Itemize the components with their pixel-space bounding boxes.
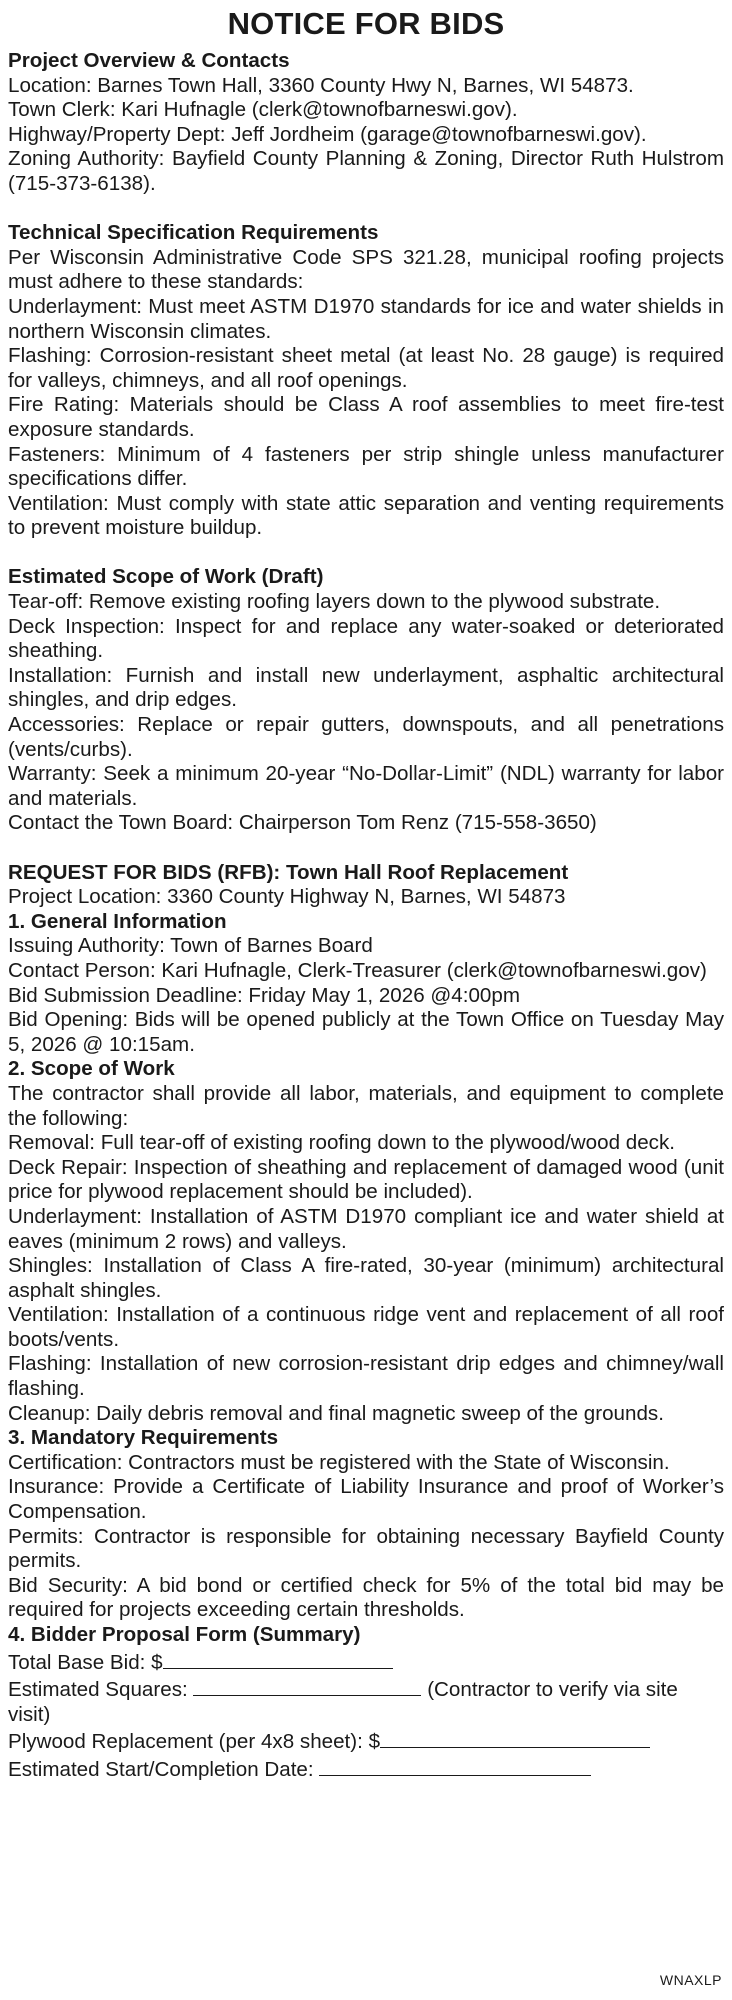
total-base-bid-label: Total Base Bid: $ bbox=[8, 1650, 163, 1674]
sow-deck-repair: Deck Repair: Inspection of sheathing and replacement of damaged wood (unit price for plywood replacement should be included). bbox=[8, 1155, 724, 1204]
technical-spec-section bbox=[8, 221, 724, 541]
plywood-row bbox=[8, 1727, 724, 1755]
tech-intro: Per Wisconsin Administrative Code SPS 321.28, municipal roofing projects must adhere to these standards: bbox=[8, 245, 724, 294]
overview-location: Location: Barnes Town Hall, 3360 County Hwy N, Barnes, WI 54873. bbox=[8, 73, 634, 97]
sow-shingles: Shingles: Installation of Class A fire-rated, 30-year (minimum) architectural asphalt shingles. bbox=[8, 1254, 724, 1302]
estimated-squares-note: (Contractor to verify via site visit) bbox=[8, 1678, 678, 1726]
rfb-heading: REQUEST FOR BIDS (RFB): Town Hall Roof Replacement bbox=[8, 860, 569, 884]
general-issuing-authority: Issuing Authority: Town of Barnes Board bbox=[8, 934, 373, 958]
start-completion-label: Estimated Start/Completion Date: bbox=[8, 1757, 314, 1781]
start-completion-blank[interactable] bbox=[319, 1755, 591, 1776]
estimated-squares-label: Estimated Squares: bbox=[8, 1678, 188, 1702]
section-heading: Estimated Scope of Work (Draft) bbox=[8, 565, 324, 589]
overview-highway-dept: Highway/Property Dept: Jeff Jordheim (garage@townofbarneswi.gov). bbox=[8, 122, 647, 146]
mandatory-permits: Permits: Contractor is responsible for obtaining necessary Bayfield County permits. bbox=[8, 1524, 724, 1573]
sow-flashing: Flashing: Installation of new corrosion-resistant drip edges and chimney/wall flashing. bbox=[8, 1352, 724, 1401]
tech-flashing: Flashing: Corrosion-resistant sheet metal (at least No. 28 gauge) is required for valleys, chimneys, and all roof openings. bbox=[8, 344, 724, 392]
tech-fasteners: Fasteners: Minimum of 4 fasteners per strip shingle unless manufacturer specifications differ. bbox=[8, 442, 724, 491]
general-bid-opening: Bid Opening: Bids will be opened publicly at the Town Office on Tuesday May 5, 2026 @ 10:15am. bbox=[8, 1008, 724, 1056]
sow-underlayment: Underlayment: Installation of ASTM D1970 compliant ice and water shield at eaves (minimum 2 rows) and valleys. bbox=[8, 1204, 724, 1253]
scope-contact-board: Contact the Town Board: Chairperson Tom Renz (715-558-3650) bbox=[8, 811, 597, 835]
total-base-bid-row bbox=[8, 1648, 724, 1676]
rfb-location: Project Location: 3360 County Highway N, Barnes, WI 54873 bbox=[8, 885, 566, 909]
mandatory-certification: Certification: Contractors must be registered with the State of Wisconsin. bbox=[8, 1450, 670, 1474]
scope-warranty: Warranty: Seek a minimum 20-year “No-Dollar-Limit” (NDL) warranty for labor and materials. bbox=[8, 762, 724, 810]
scope-installation: Installation: Furnish and install new underlayment, asphaltic architectural shingles, and drip edges. bbox=[8, 663, 724, 712]
project-overview-section bbox=[8, 49, 724, 197]
footer-code: WNAXLP bbox=[659, 1972, 722, 1988]
mandatory-insurance: Insurance: Provide a Certificate of Liability Insurance and proof of Worker’s Compensation. bbox=[8, 1475, 724, 1524]
plywood-label: Plywood Replacement (per 4x8 sheet): $ bbox=[8, 1730, 381, 1754]
start-completion-row bbox=[8, 1755, 724, 1783]
sow-intro: The contractor shall provide all labor, materials, and equipment to complete the following: bbox=[8, 1081, 724, 1130]
scope-accessories: Accessories: Replace or repair gutters, downspouts, and all penetrations (vents/curbs). bbox=[8, 713, 724, 761]
tech-ventilation: Ventilation: Must comply with state attic separation and venting requirements to prevent moisture buildup. bbox=[8, 491, 724, 540]
rfb-section bbox=[8, 861, 724, 1783]
general-deadline: Bid Submission Deadline: Friday May 1, 2026 @4:00pm bbox=[8, 983, 520, 1007]
section-spacer bbox=[8, 541, 724, 566]
scope-deck-inspection: Deck Inspection: Inspect for and replace any water-soaked or deteriorated sheathing. bbox=[8, 614, 724, 663]
mandatory-heading: 3. Mandatory Requirements bbox=[8, 1426, 279, 1450]
general-contact-person: Contact Person: Kari Hufnagle, Clerk-Treasurer (clerk@townofbarneswi.gov) bbox=[8, 958, 707, 982]
scope-of-work-heading: 2. Scope of Work bbox=[8, 1057, 175, 1081]
scope-draft-section bbox=[8, 565, 724, 836]
estimated-squares-blank[interactable] bbox=[193, 1675, 421, 1696]
sow-cleanup: Cleanup: Daily debris removal and final magnetic sweep of the grounds. bbox=[8, 1401, 664, 1425]
sow-removal: Removal: Full tear-off of existing roofing down to the plywood/wood deck. bbox=[8, 1131, 675, 1155]
proposal-form-heading: 4. Bidder Proposal Form (Summary) bbox=[8, 1623, 361, 1646]
tech-fire-rating: Fire Rating: Materials should be Class A roof assemblies to meet fire-test exposure standards. bbox=[8, 393, 724, 441]
sow-ventilation: Ventilation: Installation of a continuous ridge vent and replacement of all roof boots/vents. bbox=[8, 1303, 724, 1351]
section-spacer bbox=[8, 197, 724, 222]
section-heading: Technical Specification Requirements bbox=[8, 221, 379, 245]
total-base-bid-blank[interactable] bbox=[163, 1648, 393, 1669]
section-spacer bbox=[8, 836, 724, 861]
section-heading: Project Overview & Contacts bbox=[8, 49, 290, 72]
scope-tear-off: Tear-off: Remove existing roofing layers down to the plywood substrate. bbox=[8, 590, 661, 614]
notice-title: NOTICE FOR BIDS bbox=[227, 6, 505, 41]
estimated-squares-row bbox=[8, 1675, 724, 1727]
tech-underlayment: Underlayment: Must meet ASTM D1970 standards for ice and water shields in northern Wisconsin climates. bbox=[8, 294, 724, 343]
notice-body bbox=[8, 49, 724, 1783]
plywood-blank[interactable] bbox=[380, 1727, 650, 1748]
overview-zoning: Zoning Authority: Bayfield County Planning & Zoning, Director Ruth Hulstrom (715-373-6138). bbox=[8, 147, 724, 195]
mandatory-bid-security: Bid Security: A bid bond or certified check for 5% of the total bid may be required for projects exceeding certain thresholds. bbox=[8, 1573, 724, 1622]
notice-for-bids bbox=[8, 4, 724, 1992]
general-info-heading: 1. General Information bbox=[8, 909, 227, 933]
overview-town-clerk: Town Clerk: Kari Hufnagle (clerk@townofbarneswi.gov). bbox=[8, 98, 518, 122]
